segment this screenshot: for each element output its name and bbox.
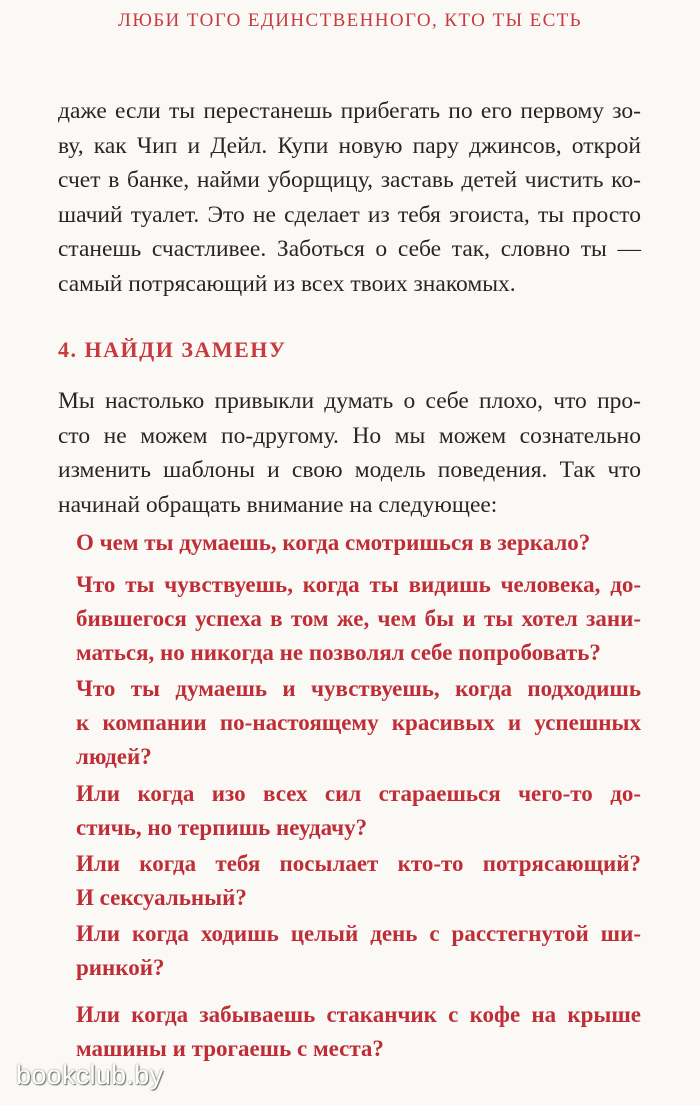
question-line: Или когда тебя посылает кто-то потрясающий? <box>76 851 641 876</box>
text-line: начинай обращать внимание на следующее: <box>58 491 498 518</box>
paragraph-2 <box>58 384 641 522</box>
question-item <box>76 998 641 1066</box>
question-item <box>76 777 641 845</box>
text-line: сто не можем по-другому. Но мы можем сознательно <box>58 422 641 449</box>
question-item <box>76 672 641 774</box>
question-line: стичь, но терпишь неудачу? <box>76 815 368 840</box>
question-item <box>76 568 641 670</box>
text-line: станешь счастливее. Заботься о себе так, словно ты — <box>58 236 641 262</box>
paragraph-1 <box>58 94 641 301</box>
question-line: ринкой? <box>76 955 165 980</box>
text-line: самый потрясающий из всех твоих знакомых. <box>58 270 516 297</box>
question-line: Или когда ходишь целый день с расстегнутой ши- <box>76 921 641 946</box>
running-head: ЛЮБИ ТОГО ЕДИНСТВЕННОГО, КТО ТЫ ЕСТЬ <box>118 10 582 31</box>
section-heading: 4. НАЙДИ ЗАМЕНУ <box>58 337 287 362</box>
text-line: шачий туалет. Это не сделает из тебя эгоиста, ты просто <box>58 201 641 228</box>
watermark: bookclub.by <box>16 1060 164 1090</box>
question-item <box>76 526 641 560</box>
question-line: И сексуальный? <box>76 885 247 910</box>
question-item <box>76 917 641 985</box>
text-line: изменить шаблоны и свою модель поведения. Так что <box>58 457 641 483</box>
question-line: маться, но никогда не позволял себе попробовать? <box>76 640 601 665</box>
question-line: к компании по-настоящему красивых и успешных <box>76 710 641 735</box>
question-line: Или когда забываешь стаканчик с кофе на крыше <box>76 1002 641 1027</box>
question-line: людей? <box>76 744 152 769</box>
text-line: ву, как Чип и Дейл. Купи новую пару джинсов, открой <box>58 132 641 159</box>
text-line: счет в банке, найми уборщицу, заставь детей чистить ко- <box>58 167 641 193</box>
text-line: Мы настолько привыкли думать о себе плохо, что про- <box>58 388 641 414</box>
question-item <box>76 847 641 915</box>
question-line: Или когда изо всех сил стараешься чего-то до- <box>76 781 641 806</box>
text-line: даже если ты перестанешь прибегать по его первому зо- <box>58 98 641 124</box>
question-line: О чем ты думаешь, когда смотришься в зеркало? <box>76 530 591 555</box>
question-line: бившегося успеха в том же, чем бы и ты хотел зани- <box>76 606 641 631</box>
question-line: машины и трогаешь с места? <box>76 1036 384 1061</box>
question-line: Что ты думаешь и чувствуешь, когда подходишь <box>76 676 641 701</box>
question-line: Что ты чувствуешь, когда ты видишь человека, до- <box>76 572 641 597</box>
